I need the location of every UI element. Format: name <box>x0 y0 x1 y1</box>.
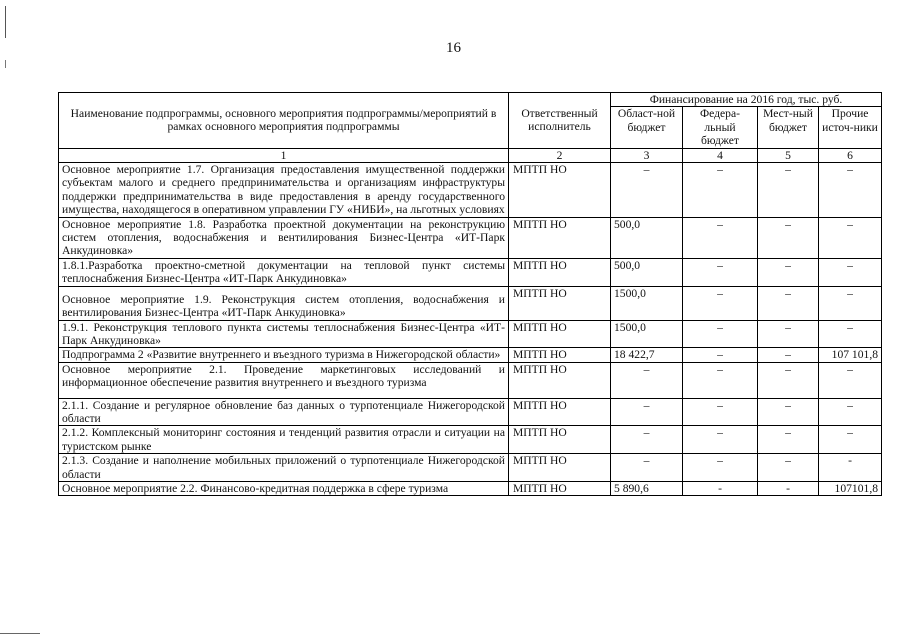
header-responsible: Ответственный исполнитель <box>509 93 611 149</box>
column-number: 2 <box>509 148 611 162</box>
table-row <box>59 217 882 258</box>
row-responsible: МПТП НО <box>509 362 611 398</box>
row-federal: – <box>683 286 758 320</box>
row-regional: – <box>611 426 683 454</box>
header-name: Наименование подпрограммы, основного мероприятия подпрограммы/мероприятий в рамках основного мероприятия подпрограммы <box>59 93 509 149</box>
row-other: – <box>819 362 882 398</box>
row-responsible: МПТП НО <box>509 454 611 482</box>
row-federal: – <box>683 258 758 286</box>
edge-mark <box>5 60 6 68</box>
row-name: Основное мероприятие 1.7. Организация предоставления имущественной поддержки субъектам малого и среднего предпринимательства и организациям инфраструктуры поддержки предпринимательства в виде предоставления в аренду государственного имущества, находящегося в оперативном управлении ГУ «НИБИ», на льготных условиях <box>59 163 509 218</box>
row-responsible: МПТП НО <box>509 426 611 454</box>
row-federal: – <box>683 320 758 348</box>
row-local: - <box>758 481 819 495</box>
column-number: 3 <box>611 148 683 162</box>
row-name: Подпрограмма 2 «Развитие внутреннего и въездного туризма в Нижегородской области» <box>59 348 509 362</box>
row-responsible: МПТП НО <box>509 163 611 218</box>
row-federal: – <box>683 454 758 482</box>
row-name: Основное мероприятие 1.8. Разработка проектной документации на реконструкцию систем отопления, водоснабжения и вентилирования Бизнес-Центра «ИТ-Парк Анкудиновка» <box>59 217 509 258</box>
row-regional: – <box>611 163 683 218</box>
column-number: 1 <box>59 148 509 162</box>
row-regional: 5 890,6 <box>611 481 683 495</box>
table-row <box>59 258 882 286</box>
row-regional: – <box>611 362 683 398</box>
row-other: - <box>819 454 882 482</box>
row-local: – <box>758 348 819 362</box>
row-local: – <box>758 286 819 320</box>
row-local: – <box>758 454 819 482</box>
table-row <box>59 426 882 454</box>
row-local: – <box>758 217 819 258</box>
row-federal: – <box>683 217 758 258</box>
row-local: – <box>758 426 819 454</box>
table-row <box>59 320 882 348</box>
column-number: 5 <box>758 148 819 162</box>
column-number: 6 <box>819 148 882 162</box>
edge-mark <box>5 6 6 38</box>
edge-rule <box>0 633 40 634</box>
row-regional: 18 422,7 <box>611 348 683 362</box>
table-row <box>59 398 882 426</box>
table-row <box>59 481 882 495</box>
row-other: – <box>819 320 882 348</box>
row-federal: – <box>683 426 758 454</box>
row-other: – <box>819 286 882 320</box>
financing-table <box>58 92 882 496</box>
table-row <box>59 454 882 482</box>
row-responsible: МПТП НО <box>509 258 611 286</box>
row-name: 2.1.1. Создание и регулярное обновление баз данных о турпотенциале Нижегородской области <box>59 398 509 426</box>
table-row <box>59 362 882 398</box>
row-regional: 500,0 <box>611 258 683 286</box>
row-regional: 1500,0 <box>611 286 683 320</box>
row-local: – <box>758 163 819 218</box>
row-local: – <box>758 362 819 398</box>
header-federal-budget: Федера-льный бюджет <box>683 107 758 148</box>
row-responsible: МПТП НО <box>509 286 611 320</box>
row-responsible: МПТП НО <box>509 320 611 348</box>
row-other: – <box>819 398 882 426</box>
row-other: – <box>819 258 882 286</box>
row-federal: – <box>683 398 758 426</box>
row-other: 107 101,8 <box>819 348 882 362</box>
header-financing: Финансирование на 2016 год, тыс. руб. <box>611 93 882 107</box>
row-name: Основное мероприятие 1.9. Реконструкция систем отопления, водоснабжения и вентилирования Бизнес-Центра «ИТ-Парк Анкудиновка» <box>59 286 509 320</box>
row-federal: - <box>683 481 758 495</box>
page-number: 16 <box>446 40 461 56</box>
row-name: Основное мероприятие 2.1. Проведение маркетинговых исследований и информационное обеспечение развития внутреннего и въездного туризма <box>59 362 509 398</box>
row-responsible: МПТП НО <box>509 348 611 362</box>
row-other: – <box>819 217 882 258</box>
row-local: – <box>758 258 819 286</box>
header-regional-budget: Област-ной бюджет <box>611 107 683 148</box>
row-responsible: МПТП НО <box>509 481 611 495</box>
row-responsible: МПТП НО <box>509 398 611 426</box>
row-regional: 500,0 <box>611 217 683 258</box>
row-federal: – <box>683 163 758 218</box>
row-federal: – <box>683 362 758 398</box>
row-federal: – <box>683 348 758 362</box>
row-name: 2.1.3. Создание и наполнение мобильных приложений о турпотенциале Нижегородской области <box>59 454 509 482</box>
header-local-budget: Мест-ный бюджет <box>758 107 819 148</box>
row-other: 107101,8 <box>819 481 882 495</box>
row-other: – <box>819 163 882 218</box>
column-number: 4 <box>683 148 758 162</box>
row-name: Основное мероприятие 2.2. Финансово-кредитная поддержка в сфере туризма <box>59 481 509 495</box>
row-name: 1.9.1. Реконструкция теплового пункта системы теплоснабжения Бизнес-Центра «ИТ-Парк Анкудиновка» <box>59 320 509 348</box>
table-row <box>59 163 882 218</box>
row-regional: – <box>611 398 683 426</box>
row-regional: 1500,0 <box>611 320 683 348</box>
row-responsible: МПТП НО <box>509 217 611 258</box>
row-local: – <box>758 320 819 348</box>
row-other: – <box>819 426 882 454</box>
row-name: 1.8.1.Разработка проектно-сметной документации на тепловой пункт системы теплоснабжения Бизнес-Центра «ИТ-Парк Анкудиновка» <box>59 258 509 286</box>
row-name: 2.1.2. Комплексный мониторинг состояния и тенденций развития отрасли и ситуации на туристском рынке <box>59 426 509 454</box>
row-regional: – <box>611 454 683 482</box>
header-other-sources: Прочие источ-ники <box>819 107 882 148</box>
row-local: – <box>758 398 819 426</box>
table-row <box>59 348 882 362</box>
table-row <box>59 286 882 320</box>
